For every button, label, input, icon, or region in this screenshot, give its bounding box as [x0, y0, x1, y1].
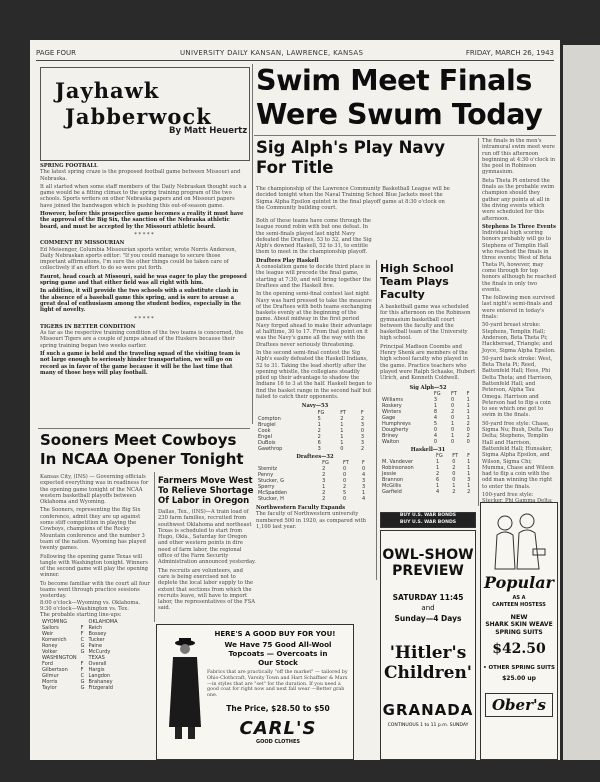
separator-stars: * * * * *: [134, 231, 154, 238]
team-name: WASHINGTON: [42, 654, 77, 661]
lineup-row: Taylor G Fitzgerald: [42, 684, 113, 691]
paragraph: The Sooners, representing the Big Six conference, admit they are up against some stiff competition in playing the Cowboys, champions of the Rocky Mountain conference and the number 3 team of the nation. Wyoming has played twenty games.: [40, 507, 146, 552]
issue-date: FRIDAY, MARCH 26, 1943: [465, 49, 554, 57]
sooners-headline-2: In NCAA Opener Tonight: [40, 450, 244, 468]
paragraph: Both of these teams have come through the league round robin with but one defeat. In the semi-finals played last night Navy defeated the Draftees, 53 to 32, and the Sig Alph's downed Haskell, 52 to 31, to entitle them to meet in the championship playoff.: [256, 218, 372, 256]
lineup-table-a: [40, 619, 120, 691]
box-score-title: Navy—53: [301, 403, 329, 410]
subheading: Northwestern Faculty Expands: [256, 504, 346, 511]
section-heading: TIGERS IN BETTER CONDITION: [40, 323, 136, 330]
paragraph: In the opening semi-final contest last night Navy was hard pressed to take the measure of the Draftees with both teams exchanging baskets evenly at the beginning of the game. About midway in the first period Navy forged ahead to make their advantage at halftime, 30 to 17. From that point on it was the Navy's game all the way with the Draftees never seriously threatening.: [256, 291, 372, 348]
player-row: Stucker, G 3 0 3: [258, 477, 366, 484]
sig-alph-box-score: FG FT F Williams 3 0 1 Roskery 1 0 1 Winters 8 2 1 Gage 4 0 1 Humphreys 5 1 2 Dougherty 0 0 0 Briney 4 1 2 Walton 0 0 0: [380, 391, 476, 445]
film-title-1: 'Hitler's: [389, 643, 467, 663]
popular-script: Popular: [484, 573, 554, 592]
high-school-story: [380, 262, 476, 512]
sooners-story: [40, 474, 152, 760]
box-score-title: Haskell—31: [410, 446, 446, 453]
lineup-row: Sailors F Reich: [42, 624, 103, 631]
player-row: Gawthrop 3 0 2: [258, 445, 365, 452]
player-row: Penny 2 0 4: [258, 471, 366, 478]
game-time: 9:30 o'clock—Washington vs. Tex.: [40, 605, 129, 612]
paragraph: The following men survived last night's semi-finals and were entered in today's finals:: [482, 295, 555, 321]
sig-alph-headline-text: Sig Alph's Play Navy For Title: [256, 138, 446, 177]
canteen-hostess-illustration: [489, 509, 549, 575]
player-row: Engel 2 1 3: [258, 433, 365, 440]
player-row: Sperry 1 2 3: [258, 483, 366, 490]
other-suits: • OTHER SPRING SUITS: [483, 665, 555, 671]
farmers-headline: Farmers Move West To Relieve Shortage Of Labor in Oregon: [158, 476, 254, 506]
carls-tagline: GOOD CLOTHES: [255, 738, 301, 745]
ad-offer: Topcoats — Overcoats in: [228, 649, 328, 658]
swim-headline-line1: Swim Meet Finals: [256, 64, 532, 97]
paragraph: If such a game is held and the traveling squad of the visiting team is not large enough to seriously hinder transportation, we will go on record as in favor of the game because it will be the last time that many of those boys will play football.: [40, 351, 241, 376]
sooners-headline: [40, 431, 252, 471]
suit-price: $42.50: [492, 641, 546, 657]
newspaper-page: [30, 40, 560, 760]
jabberwock-column-header: [40, 67, 250, 161]
jabberwock-column: [40, 163, 248, 425]
sig-alph-lead: [256, 186, 452, 218]
subheading: Draftees Play Haskell: [256, 257, 319, 264]
player-row: McGillis 1 1 1: [382, 483, 471, 490]
showtime: SATURDAY 11:45: [392, 593, 464, 602]
player-row: Humphreys 5 1 2: [382, 420, 470, 427]
farmers-story: [158, 476, 256, 622]
ad-copy: Fabrics that are practically "off the market" — tailored by Ohio-Clothcraft, Varsity Town and Hart Schaffner & Marx—in styles that are "set" for the duration. If you need a good coat for right now and next fall wear —Better grab one.: [207, 670, 348, 699]
lineup-heading: The probable starting line-ups:: [40, 612, 122, 619]
paragraph: Beta Theta Pi entered the finals as the probable swim champion should they gather any points at all in the diving events which were scheduled for this afternoon.: [482, 177, 555, 222]
paragraph: Ed Meisenger, Columbia Missourian sports writer, wrote Norris Anderson, Daily Nebraskan sports editor: "If you could manage to secure those important affirmations, I'm sure the other things could be taken care of collectively if an effort to do so were put forth.: [40, 246, 237, 272]
navy-box-score: FG FT F Compton 5 2 2 Brugiel 1 1 3 Cook 2 1 0 Engel 2 1 3 DuBois 6 1 3 Gawthrop 3 0 2: [256, 410, 374, 452]
player-row: Winters 8 2 1: [382, 408, 470, 415]
divider: [254, 135, 556, 136]
carls-logo: CARL'S: [239, 717, 317, 739]
war-bonds-text: BUY U.S. WAR BONDS: [399, 513, 457, 518]
separator-stars: * * * * *: [134, 315, 154, 322]
ad-headline: HERE'S A GOOD BUY FOR YOU!: [214, 630, 336, 638]
paragraph: The championship of the Lawrence Community Basketball League will be decided tonight when the Naval Training School Blue Jackets meet the Sigma Alpha Epsilon quintet in the final playoff game at 8:30 o'clock on the Community building court.: [256, 186, 450, 211]
man-in-overcoat-illustration: [165, 635, 205, 743]
sig-alph-story: [256, 218, 374, 586]
paragraph: In the second semi-final contest the Sig Alph's easily defeated the Haskell Indians, 52 to 31. Taking the lead shortly after the opening whistle, the collegians steadily piled up their advantage to shadow the Indians 16 to 3 at the half. Haskell began to find the basket range in the second half but failed to catch their opponents.: [256, 349, 372, 401]
player-row: Brugiel 1 1 3: [258, 421, 365, 428]
divider: [376, 260, 377, 580]
player-row: Brannon 6 0 3: [382, 477, 471, 484]
player-row: Gage 4 0 1: [382, 414, 470, 421]
paragraph: A consolation game to decide third place in the league will precede the final game, starting at 7:30, and will bring together the Draftees and the Haskell five.: [256, 264, 372, 289]
masthead: UNIVERSITY DAILY KANSAN, LAWRENCE, KANSAS: [180, 49, 364, 57]
divider: [252, 64, 253, 424]
byline: By Matt Heuertz: [169, 126, 248, 136]
lineup-row: Gilmur C Langdon: [42, 672, 111, 679]
box-score-title: Draftees—32: [296, 453, 334, 460]
player-row: McSpadden 2 5 1: [258, 489, 366, 496]
team-name: WYOMING: [42, 618, 68, 625]
paragraph: The finals in the men's intramural swim meet were run off this afternoon beginning at 4:30 o'clock in the pool in Robinson gymnasium.: [482, 138, 556, 176]
player-row: Briney 4 1 2: [382, 432, 470, 439]
paragraph: The latest spring craze is the proposed football game between Missouri and Nebraska.: [40, 169, 241, 182]
paragraph: 50-yard breast stroke: Stephens, Templin Hall; Anderson, Beta Theta Pi; Hackbersad, Triangle; and Joyce, Sigma Alpha Epsilon.: [482, 322, 556, 354]
paragraph: 100-yard free style:: [482, 492, 534, 499]
high-school-headline: High School Team Plays Faculty: [380, 262, 454, 301]
ad-price: The Price, $28.50 to $50: [226, 703, 330, 713]
carls-ad: [156, 624, 354, 760]
ad-offer: Our Stock: [258, 658, 298, 667]
lineup-row: Morris G Brahaney: [42, 678, 113, 685]
divider: [154, 472, 155, 622]
player-row: Robinsonson 1 2 1: [382, 465, 471, 472]
page-header: [30, 48, 560, 60]
jabberwock-title-line2: Jabberwock: [65, 104, 212, 129]
header-rule: [36, 60, 554, 61]
paragraph: 50-yard back stroke: West, Beta Theta Pi; Reed, Battenfeld Hall; Hess, Phi Delta Theta; and Harrison, Battenfeld Hall; and Peterson, Alpha Tau Omega. Harrison and Peterson had to flip a coin to see which one got to swim in the finals.: [482, 355, 553, 419]
paragraph: A basketball game was scheduled for this afternoon on the Robinson gymnasium basketball court between the faculty and the basketball team of the University high school.: [380, 304, 471, 342]
war-bonds-text: BUY U.S. WAR BONDS: [399, 519, 457, 525]
subheading: Stephens Is Three Events: [482, 223, 556, 230]
other-price: $25.00 up: [502, 675, 536, 682]
film-title-2: Children': [383, 663, 473, 683]
paragraph: However, before this prospective game becomes a reality it must have the approval of the Big Six, the sanction of the Nebraska athletic board, and must be accepted by the Missouri athletic board.: [40, 211, 244, 230]
paragraph: In addition, it will provide the two schools with a substitute clash in the absence of a baseball game this spring, and is sure to arouse a great deal of enthusiasm among the student bodies, especially in the light of novelty.: [40, 288, 241, 314]
lineup-row: Volker G McCurdy: [42, 648, 111, 655]
adjacent-page-strip: [563, 45, 600, 760]
lineup-row: Gilbertson F Hargis: [42, 666, 105, 673]
paragraph: The recruits are volunteers, and care is being exercised not to deplete the local labor supply to the extent that sections from which the recruits leave, will have to import labor, the representatives of the FSA said.: [158, 567, 256, 612]
paragraph: As far as the respective training condition of the two teams is concerned, the Missouri Tigers are a couple of jumps ahead of the Huskers because their spring training began two weeks earlier.: [40, 330, 244, 349]
swim-story: [482, 138, 556, 500]
page-number: PAGE FOUR: [36, 49, 77, 57]
game-time: 8:00 o'clock—Wyoming vs. Oklahoma.: [40, 599, 141, 606]
paragraph: To become familiar with the court all four teams went through practice sessions yesterday.: [40, 580, 150, 600]
jabberwock-title-line1: Jayhawk: [55, 78, 160, 103]
new-text: NEW: [510, 613, 528, 621]
theater-name: GRANADA: [382, 701, 474, 719]
draftees-box-score: FG FT F Stemitz 2 0 0 Penny 2 0 4 Stucker, G 3 0 3 Sperry 1 2 3 McSpadden 2 5 1 Stucker, H 2 0 4: [256, 460, 374, 502]
haskell-box-score: FG FT F M. Vandever 1 0 1 Robinsonson 1 2 1 Jessie 2 0 1 Brannon 6 0 3 McGillis 1 1 1 Garfield 4 2 2: [380, 453, 476, 495]
player-row: Cook 2 1 0: [258, 427, 365, 434]
section-heading: COMMENT BY MISSOURIAN: [40, 240, 125, 247]
owl-show-subtitle: PREVIEW: [392, 563, 464, 579]
team-name: OKLAHOMA: [88, 618, 118, 625]
player-row: Garfield 4 2 2: [382, 489, 471, 496]
obers-logo: Ober's: [485, 693, 553, 717]
paragraph: Following the opening game Texas will tangle with Washington tonight. Winners of the second game will play the opening winner.: [40, 553, 148, 579]
player-row: Jessie 2 0 1: [382, 471, 471, 478]
player-row: Compton 5 2 2: [258, 415, 365, 422]
player-row: Dougherty 0 0 0: [382, 426, 470, 433]
fabric-text: SHARK SKIN WEAVE: [485, 621, 553, 628]
owl-show-title: OWL-SHOW: [382, 547, 474, 563]
box-score-title: Sig Alph—52: [409, 384, 447, 391]
ad-offer: We Have 75 Good All-Wool: [224, 640, 332, 649]
player-row: Walton 0 0 0: [382, 438, 470, 445]
paragraph: The faculty of Northwestern university numbered 500 in 1920, as compared with 1,100 last year.: [256, 511, 367, 530]
sig-alph-headline: [256, 138, 456, 184]
war-bonds-banner: [380, 512, 476, 528]
swim-headline: [256, 64, 556, 132]
player-row: Roskery 1 0 1: [382, 402, 470, 409]
paragraph: Principal Madison Coombs and Henry Shenk are members of the high school faculty who played in the game. Practice teachers who played were Ralph Schaake, Hubert Ulrich, and Kenneth Coldwell.: [380, 343, 476, 382]
team-name: TEXAS: [88, 654, 105, 661]
section-heading: SPRING FOOTBALL: [40, 163, 98, 169]
divider: [478, 138, 479, 506]
lineup-row: Weir F Bossey: [42, 630, 107, 637]
paragraph: 50-yard free style: Chase, Sigma Nu; Bush, Delta Tau Delta; Stephens, Templin Hall and Harrison, Battenfeld Hall; Hunsaker, Sigma Alpha Epsilon, and Wilson, Sigma Chi; Mumma, Chase and Wilson had to flip a coin with the odd man winning the right to enter the finals.: [482, 420, 554, 490]
player-row: DuBois 6 1 3: [258, 439, 365, 446]
paragraph: It all started when some staff members of the Daily Nebraskan thought such a game would be a fitting climax to the spring training program of the two schools. Sports writers on other Nebraska papers and on Missouri papers have joined the bandwagon which is pushing this out-of-season game.: [40, 183, 247, 209]
owl-show-ad: [380, 530, 476, 760]
sooners-headline-1: Sooners Meet Cowboys: [40, 431, 237, 449]
lineup-row: Komenich C Tucker: [42, 636, 105, 643]
paragraph: Kansas City, (INS) — Governing officials expected everything was in readiness for the opening game tonight of the NCAA western basketball playoffs between Oklahoma and Wyoming.: [40, 474, 149, 506]
lineup-row: Ford F Overall: [42, 660, 107, 667]
showtime-and: and: [421, 604, 435, 612]
player-row: Stemitz 2 0 0: [258, 465, 366, 472]
paragraph: Faurot, head coach at Missouri, said he was eager to play the proposed spring game and that either field was all right with him.: [40, 273, 247, 287]
paragraph: Individual high scoring honors probably will go to Stephens of Templin Hall who reached the finals in three events; West of Beta Theta Pi, however, may come through for top honors although he reached the finals in only two events.: [482, 230, 557, 293]
canteen-hostess-text: CANTEEN HOSTESS: [492, 602, 546, 608]
player-row: Williams 3 0 1: [382, 396, 470, 403]
player-row: Stucker, H 2 0 4: [258, 495, 366, 502]
obers-ad: [480, 502, 558, 760]
suits-text: SPRING SUITS: [495, 629, 543, 636]
swim-headline-line2: Were Swum Today: [256, 98, 543, 131]
divider: [38, 428, 250, 429]
paragraph: Dallas, Tex., (INS)—A train load of 230 farm families, recruited from southwest Oklahoma and northeast Texas is scheduled to start from Hugo, Okla., Saturday for Oregon and other western points in dire need of farm labor, the regional office of the Farm Security Administration announced yesterday.: [158, 509, 256, 566]
ad-body: [207, 640, 349, 745]
player-row: M. Vandever 1 0 1: [382, 459, 471, 466]
as-a-text: AS A: [512, 595, 526, 601]
hours: CONTINUOUS 1 to 11 p.m. SUNDAY: [387, 723, 469, 728]
run-dates: Sunday—4 Days: [394, 614, 462, 623]
lineup-row: Roney G Paine: [42, 642, 103, 649]
